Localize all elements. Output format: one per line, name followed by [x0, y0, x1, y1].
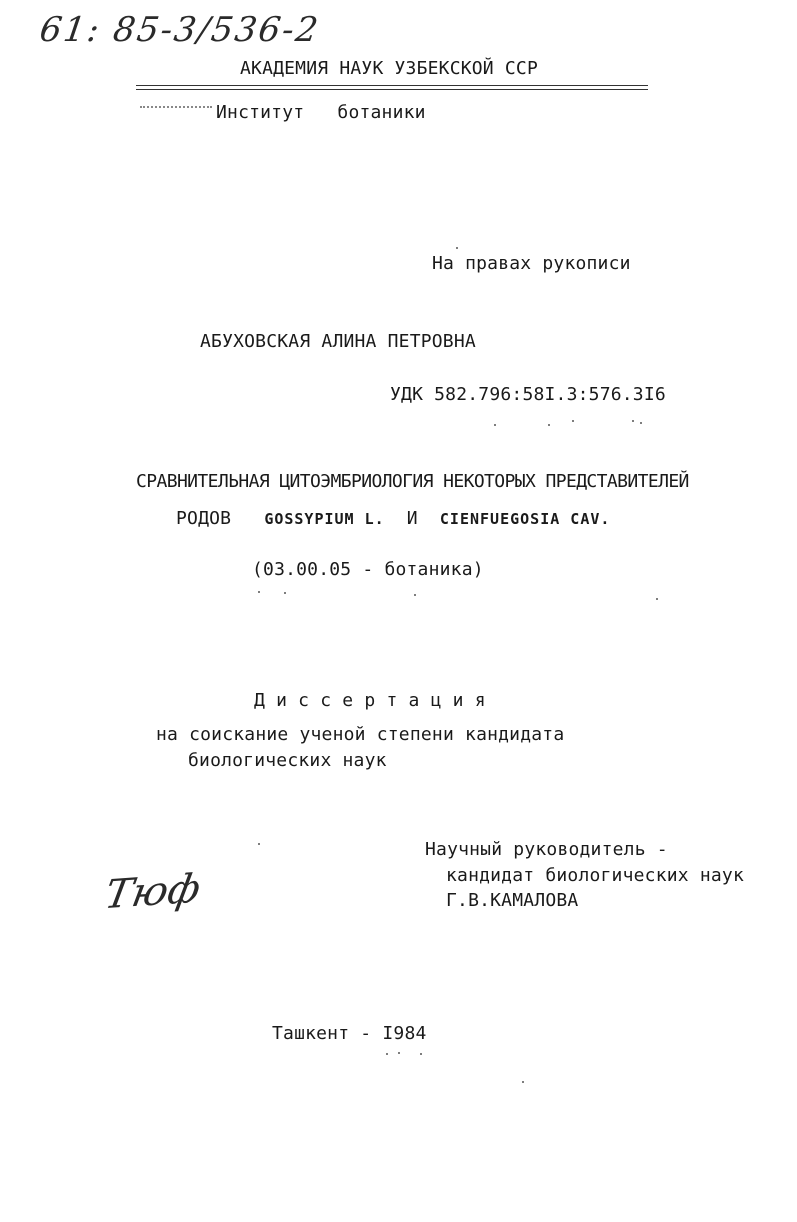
header-double-rule-top — [136, 85, 648, 86]
supervisor-degree: кандидат биологических наук — [446, 865, 744, 886]
scan-speck — [548, 424, 550, 426]
dissertation-purpose-line2: биологических наук — [188, 750, 387, 771]
handwritten-signature: Тюф — [101, 865, 205, 919]
genus-cienfuegosia: CIENFUEGOSIA CAV. — [439, 510, 611, 528]
scan-speck — [494, 424, 496, 426]
dissertation-title-line2 — [176, 508, 610, 530]
archive-number: 61: 85-3/536-2 — [37, 10, 323, 50]
udc-code: УДК 582.796:58I.3:576.3I6 — [390, 384, 666, 405]
header-double-rule-bottom — [136, 89, 648, 90]
rights-note: На правах рукописи — [432, 253, 631, 274]
scan-speck — [456, 247, 458, 249]
scan-speck — [414, 594, 416, 596]
scan-speck — [284, 592, 286, 594]
scan-speck — [258, 591, 260, 593]
title-conjunction: И — [406, 508, 418, 529]
scan-speck — [258, 843, 260, 845]
institute-name: Институт ботаники — [216, 102, 426, 123]
author-name: АБУХОВСКАЯ АЛИНА ПЕТРОВНА — [200, 331, 476, 352]
scan-speck — [420, 1053, 422, 1055]
genus-gossypium: GOSSYPIUM L. — [264, 510, 385, 528]
dissertation-title-line1: СРАВНИТЕЛЬНАЯ ЦИТОЭМБРИОЛОГИЯ НЕКОТОРЫХ ПРЕДСТАВИТЕЛЕЙ — [136, 471, 689, 492]
scan-speck — [522, 1081, 524, 1083]
dissertation-purpose-line1: на соискание ученой степени кандидата — [156, 724, 565, 745]
scan-speck — [572, 420, 574, 422]
supervisor-role: Научный руководитель - — [425, 839, 668, 860]
scan-speck — [656, 598, 658, 600]
academy-name: АКАДЕМИЯ НАУК УЗБЕКСКОЙ ССР — [240, 58, 538, 79]
specialty-code: (03.00.05 - ботаника) — [252, 559, 484, 580]
city-and-year: Ташкент - I984 — [272, 1023, 427, 1044]
scan-speck — [632, 420, 634, 422]
dissertation-heading: Д и с с е р т а ц и я — [254, 690, 486, 711]
title-genera-prefix: РОДОВ — [176, 508, 232, 529]
supervisor-name: Г.В.КАМАЛОВА — [446, 890, 579, 911]
header-dotted-lead — [140, 106, 212, 108]
scan-speck — [398, 1052, 400, 1054]
scan-speck — [386, 1053, 388, 1055]
scan-speck — [640, 422, 642, 424]
